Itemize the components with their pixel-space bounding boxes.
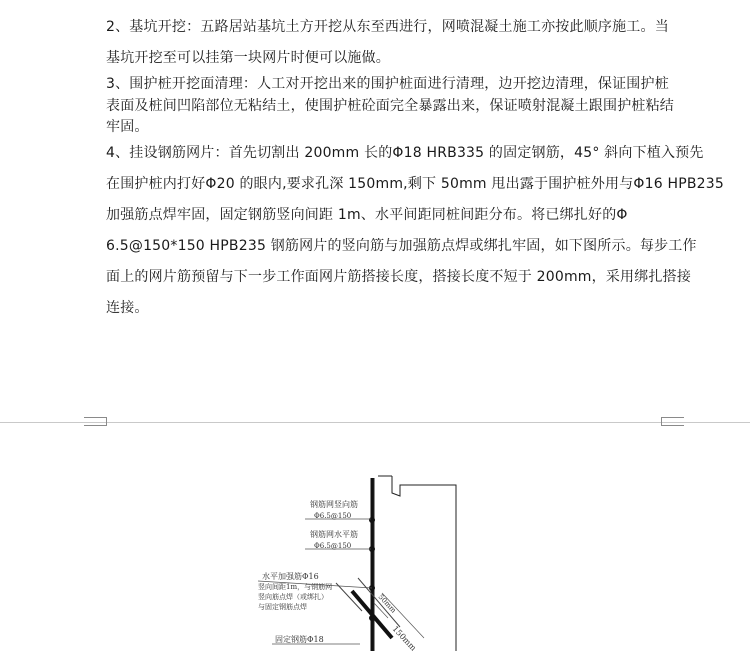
label-fixing-bar: 固定钢筋Φ18 — [275, 635, 324, 644]
paragraph-line: 基坑开挖至可以挂第一块网片时便可以施做。 — [106, 50, 390, 66]
paragraph-line: 2、基坑开挖：五路居站基坑土方开挖从东至西进行，网喷混凝土施工亦按此顺序施工。当 — [106, 19, 669, 35]
paragraph-line: 连接。 — [106, 300, 149, 316]
paragraph-line: 表面及桩间凹陷部位无粘结土，使围护桩砼面完全暴露出来，保证喷射混凝土跟围护桩粘结 — [106, 98, 674, 114]
label-vertical-bar: 钢筋网竖向筋 — [310, 500, 358, 509]
reinforcement-diagram — [0, 423, 750, 651]
label-horizontal-bar: 钢筋网水平筋 — [310, 530, 358, 539]
label-dim-50: 50mm — [376, 592, 398, 615]
label-dim-150: 150mm — [390, 624, 418, 651]
paragraph-line: 3、围护桩开挖面清理：人工对开挖出来的围护桩面进行清理，边开挖边清理，保证围护桩 — [106, 76, 669, 92]
paragraph-line: 加强筋点焊牢固，固定钢筋竖向间距 1m、水平间距同桩间距分布。将已绑扎好的Φ — [106, 207, 628, 223]
pile-face-outline — [392, 476, 456, 651]
reinforcement-figure — [0, 423, 750, 651]
label-vertical-bar-spec: Φ6.5@150 — [314, 512, 352, 520]
paragraph-line: 6.5@150*150 HPB235 钢筋网片的竖向筋与加强筋点焊或绑扎牢固，如下图所示。每步工作 — [106, 238, 697, 254]
paragraph-line: 在围护桩内打好Φ20 的眼内,要求孔深 150mm,剩下 50mm 甩出露于围护桩外用与Φ16 HPB235 — [106, 176, 725, 192]
label-stiffener-note: 竖向筋点焊（或绑扎） — [258, 593, 328, 601]
label-stiffener-note: 竖向间距1m，与钢筋网 — [258, 583, 333, 591]
paragraph-line: 面上的网片筋预留与下一步工作面网片筋搭接长度，搭接长度不短于 200mm，采用绑扎搭接 — [106, 269, 692, 285]
label-stiffener-note: 与固定钢筋点焊 — [258, 603, 307, 611]
rebar-dot — [369, 517, 375, 523]
label-horizontal-bar-spec: Φ6.5@150 — [314, 542, 352, 550]
paragraph-line: 4、挂设钢筋网片：首先切割出 200mm 长的Φ18 HRB335 的固定钢筋，45° 斜向下植入预先 — [106, 145, 704, 161]
label-stiffener: 水平加强筋Φ16 — [262, 572, 319, 581]
paragraph-line: 牢固。 — [106, 119, 149, 135]
